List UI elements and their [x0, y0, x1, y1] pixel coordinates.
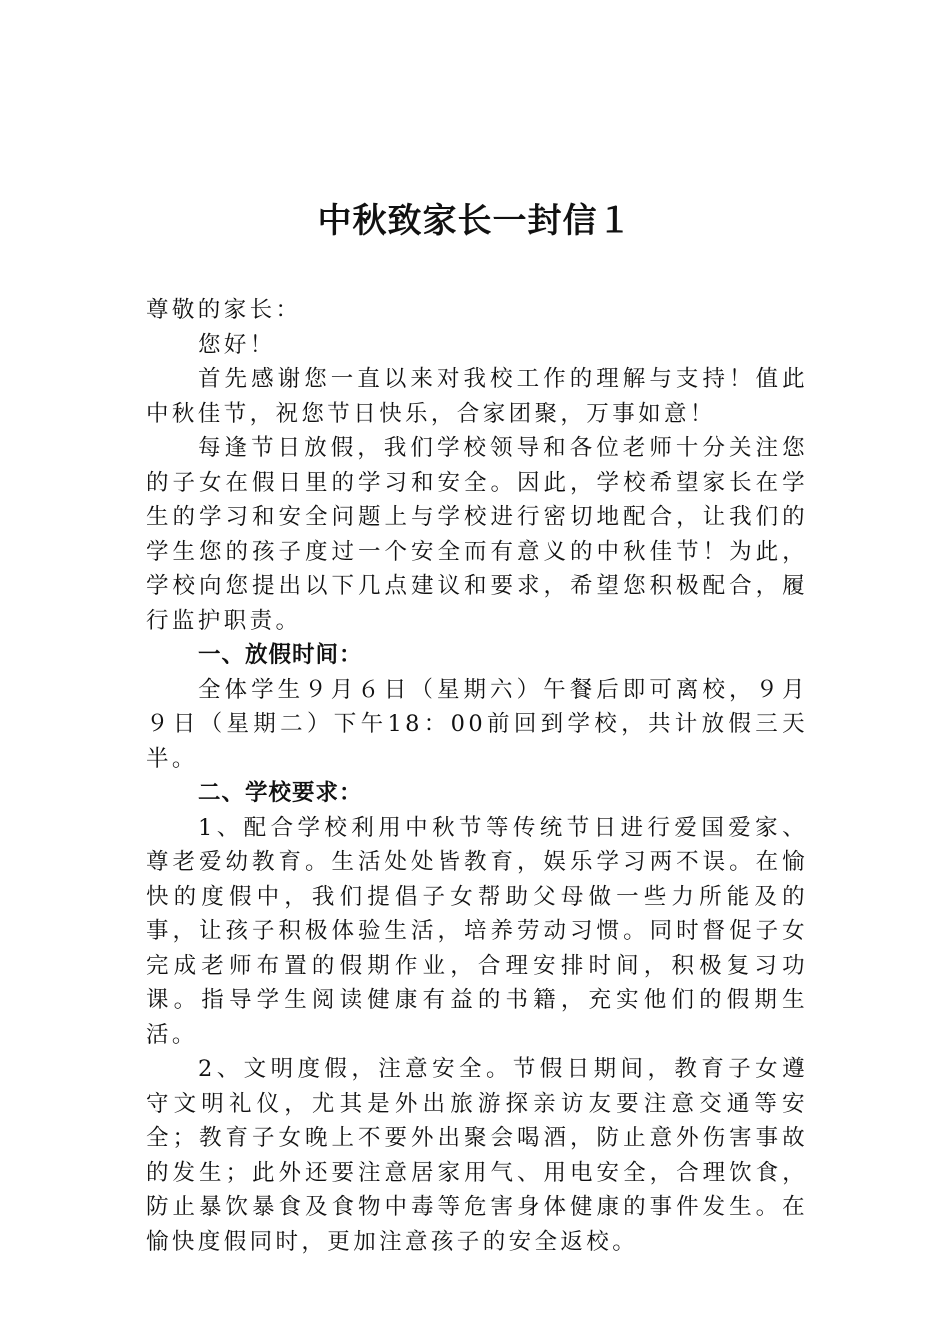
- paragraph-thanks: 首先感谢您一直以来对我校工作的理解与支持！值此中秋佳节，祝您节日快乐，合家团聚，万事如意！: [146, 366, 808, 427]
- document-title: 中秋致家长一封信１: [317, 201, 633, 241]
- letter-body: [146, 293, 808, 1259]
- greeting: 您好！: [198, 331, 276, 358]
- section-heading-holiday-time: 一、放假时间：: [198, 642, 363, 668]
- paragraph-holiday-concern: 每逢节日放假，我们学校领导和各位老师十分关注您的子女在假日里的学习和安全。因此，学校希望家长在学生的学习和安全问题上与学校进行密切地配合，让我们的学生您的孩子度过一个安全而有意义的中秋佳节！为此，学校向您提出以下几点建议和要求，希望您积极配合，履行监护职责。: [146, 435, 808, 634]
- paragraph-holiday-time: 全体学生９月６日（星期六）午餐后即可离校，９月９日（星期二）下午18：00前回到学校，共计放假三天半。: [146, 676, 808, 772]
- salutation: 尊敬的家长：: [146, 297, 302, 323]
- paragraph-requirement-1: 1、配合学校利用中秋节等传统节日进行爱国爱家、尊老爱幼教育。生活处处皆教育，娱乐学习两不误。在愉快的度假中，我们提倡子女帮助父母做一些力所能及的事，让孩子积极体验生活，培养劳动习惯。同时督促子女完成老师布置的假期作业，合理安排时间，积极复习功课。指导学生阅读健康有益的书籍，充实他们的假期生活。: [146, 814, 808, 1048]
- section-heading-requirements: 二、学校要求：: [198, 780, 363, 806]
- paragraph-requirement-2: 2、文明度假，注意安全。节假日期间，教育子女遵守文明礼仪，尤其是外出旅游探亲访友要注意交通等安全；教育子女晚上不要外出聚会喝酒，防止意外伤害事故的发生；此外还要注意居家用气、用电安全，合理饮食，防止暴饮暴食及食物中毒等危害身体健康的事件发生。在愉快度假同时，更加注意孩子的安全返校。: [146, 1056, 808, 1255]
